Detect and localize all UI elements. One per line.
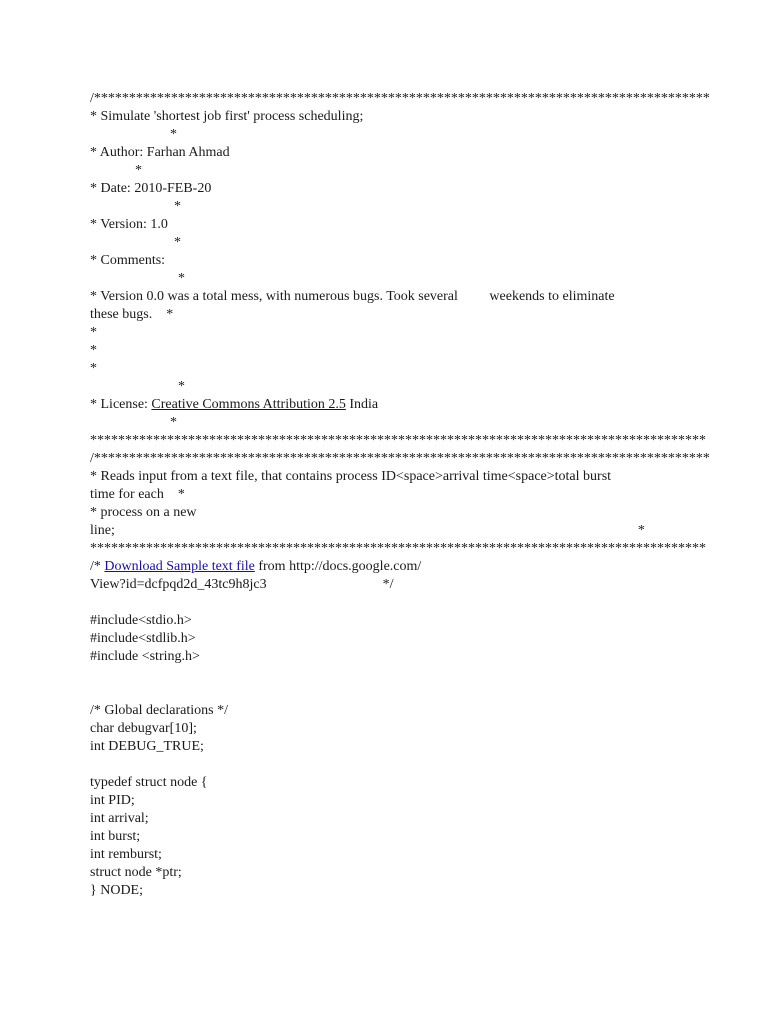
blank-line (90, 756, 768, 774)
trailing-star: * (178, 379, 185, 394)
struct-line: int arrival; (90, 811, 149, 826)
struct-line: int PID; (90, 793, 135, 808)
header-comment-text-1: * Version 0.0 was a total mess, with numerous bugs. Took several weekends to eliminate (90, 289, 615, 304)
document-body (90, 90, 768, 1024)
block2-comment-close: **************************************************************************************** (90, 541, 706, 556)
star-line: * (90, 361, 97, 376)
trailing-star: * (174, 235, 181, 250)
struct-line: struct node *ptr; (90, 865, 182, 880)
header-comment-text-2: these bugs. * (90, 307, 174, 322)
block2-comment-open: /**************************************************************************************** (90, 451, 710, 466)
struct-line: } NODE; (90, 883, 143, 898)
block2-line-word: line; * (90, 523, 645, 538)
header-date-line: * Date: 2010-FEB-20 (90, 181, 212, 196)
blank-line (90, 666, 768, 684)
globals-comment: /* Global declarations */ (90, 703, 229, 718)
trailing-star: * (170, 127, 177, 142)
trailing-star: * (135, 163, 142, 178)
struct-line: int remburst; (90, 847, 162, 862)
download-line: /* Download Sample text file from http://docs.google.com/ (90, 559, 422, 574)
globals-line: char debugvar[10]; (90, 721, 197, 736)
block2-reads-line-1: * Reads input from a text file, that contains process ID<space>arrival time<space>total burst (90, 469, 612, 484)
blank-line (90, 594, 768, 612)
globals-line: int DEBUG_TRUE; (90, 739, 204, 754)
download-view-line: View?id=dcfpqd2d_43tc9h8jc3 */ (90, 577, 394, 592)
header-comment-open: /**************************************************************************************** (90, 91, 710, 106)
download-sample-link[interactable]: Download Sample text file (104, 559, 255, 574)
header-comment-close: **************************************************************************************** (90, 433, 706, 448)
include-line: #include<stdio.h> (90, 613, 192, 628)
blank-line (90, 684, 768, 702)
header-author-line: * Author: Farhan Ahmad (90, 145, 230, 160)
header-license-line: * License: Creative Commons Attribution 2.5 India (90, 397, 379, 412)
trailing-star: * (170, 415, 177, 430)
license-link[interactable]: Creative Commons Attribution 2.5 (151, 397, 346, 412)
header-simulate-line: * Simulate 'shortest job first' process scheduling; (90, 109, 364, 124)
include-line: #include<stdlib.h> (90, 631, 196, 646)
struct-line: int burst; (90, 829, 141, 844)
block2-process-line: * process on a new (90, 505, 197, 520)
star-line: * (90, 325, 97, 340)
trailing-star: * (178, 271, 185, 286)
header-comments-line: * Comments: (90, 253, 166, 268)
trailing-star: * (174, 199, 181, 214)
star-line: * (90, 343, 97, 358)
block2-reads-line-2: time for each * (90, 487, 185, 502)
header-version-line: * Version: 1.0 (90, 217, 168, 232)
include-line: #include <string.h> (90, 649, 200, 664)
struct-line: typedef struct node { (90, 775, 208, 790)
